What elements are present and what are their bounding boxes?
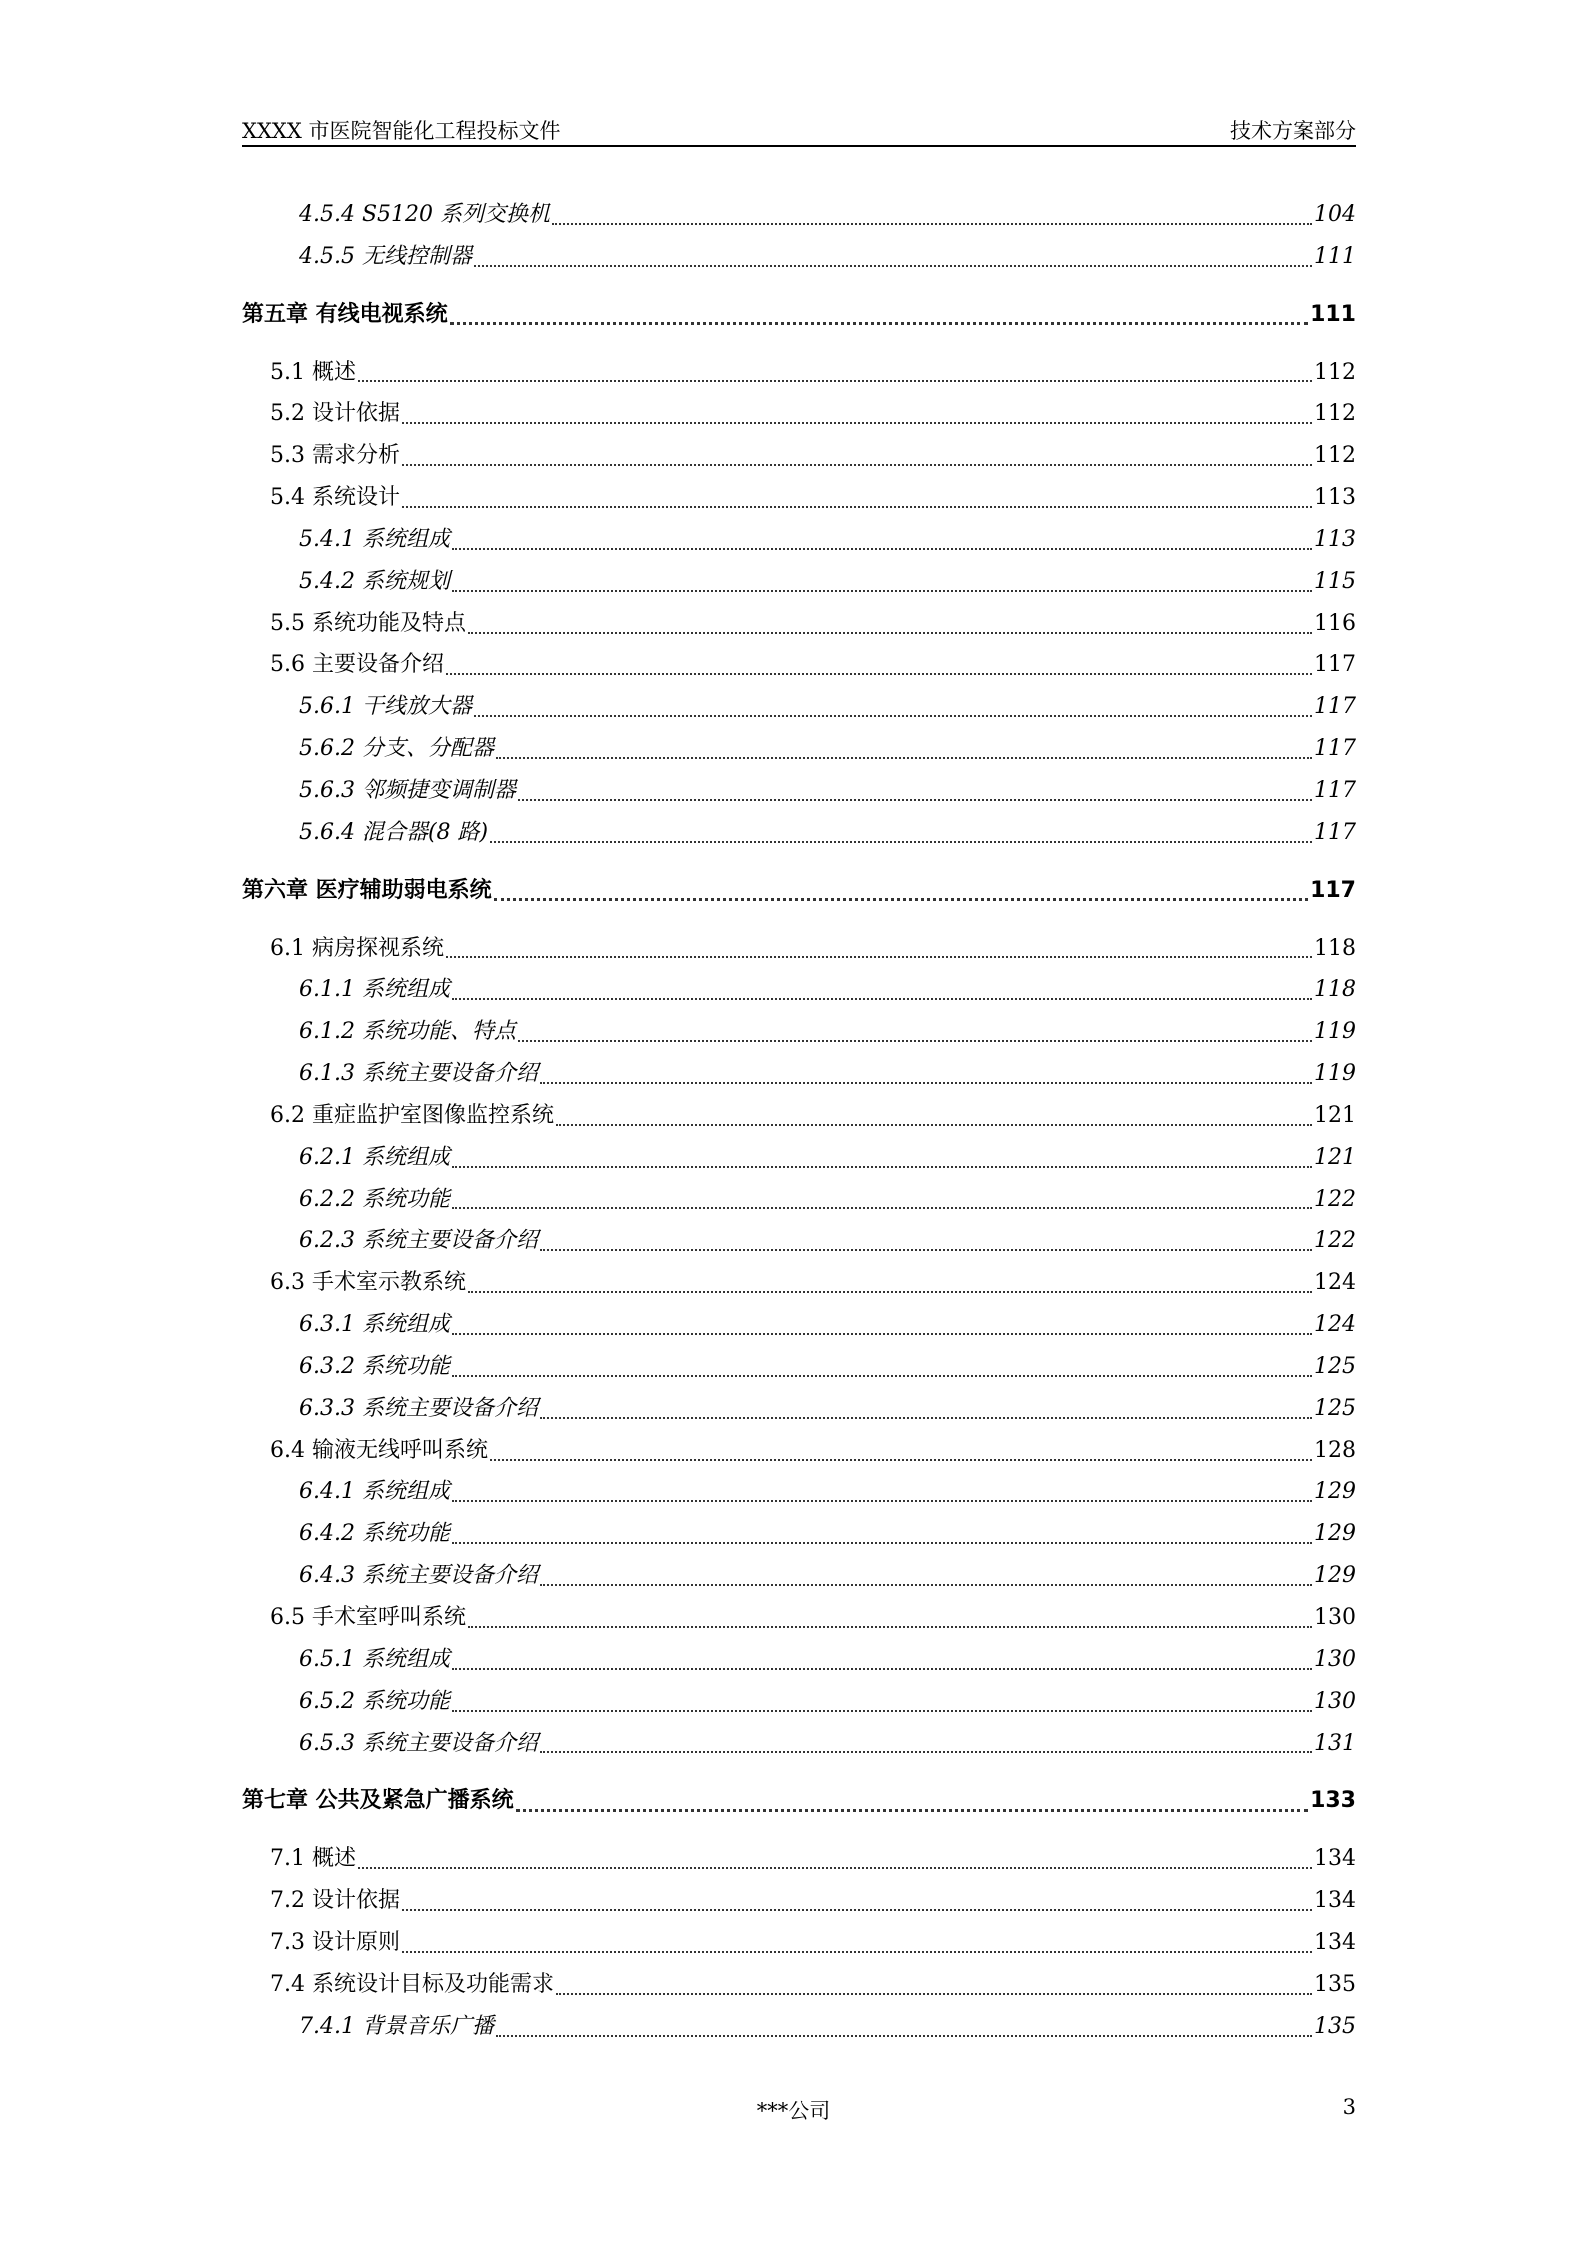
- toc-entry-title: 6.5.1 系统组成: [299, 1646, 450, 1672]
- dot-leader: [452, 1166, 1312, 1168]
- toc-entry[interactable]: [242, 477, 1356, 519]
- toc-entry-page: 130: [1314, 1646, 1356, 1672]
- toc-entry-page: 118: [1314, 977, 1356, 1003]
- toc-entry[interactable]: [242, 1179, 1356, 1221]
- toc-entry[interactable]: [242, 928, 1356, 970]
- dot-leader: [402, 1951, 1312, 1953]
- dot-leader: [474, 715, 1312, 717]
- toc-entry-page: 121: [1314, 1102, 1356, 1128]
- toc-entry-page: 117: [1314, 819, 1356, 845]
- page-header: [242, 112, 1356, 148]
- toc-entry-page: 118: [1314, 935, 1356, 961]
- toc-entry-page: 117: [1314, 736, 1356, 762]
- toc-entry-title: 5.4.2 系统规划: [299, 568, 450, 594]
- dot-leader: [450, 322, 1308, 325]
- dot-leader: [452, 1333, 1312, 1335]
- dot-leader: [556, 1124, 1312, 1126]
- toc-entry-title: 5.2 设计依据: [270, 401, 400, 427]
- toc-entry-page: 111: [1310, 301, 1356, 327]
- dot-leader: [552, 223, 1312, 225]
- toc-entry-page: 129: [1314, 1521, 1356, 1547]
- toc-entry-title: 6.3 手术室示教系统: [270, 1270, 466, 1296]
- dot-leader: [540, 1417, 1312, 1419]
- toc-entry[interactable]: [242, 393, 1356, 435]
- dot-leader: [452, 998, 1312, 1000]
- dot-leader: [452, 1500, 1312, 1502]
- toc-entry-page: 125: [1314, 1353, 1356, 1379]
- dot-leader: [452, 548, 1312, 550]
- dot-leader: [446, 956, 1312, 958]
- toc-entry-page: 117: [1314, 777, 1356, 803]
- toc-entry-title: 6.2 重症监护室图像监控系统: [270, 1102, 554, 1128]
- toc-entry[interactable]: [242, 1597, 1356, 1639]
- toc-entry-page: 119: [1314, 1061, 1356, 1087]
- toc-entry-title: 7.1 概述: [270, 1846, 356, 1872]
- toc-entry-title: 7.4 系统设计目标及功能需求: [270, 1971, 554, 1997]
- dot-leader: [516, 1809, 1308, 1812]
- dot-leader: [490, 841, 1312, 843]
- toc-entry[interactable]: [242, 686, 1356, 728]
- toc-entry-page: 130: [1314, 1688, 1356, 1714]
- toc-entry-title: 6.3.2 系统功能: [299, 1353, 450, 1379]
- toc-entry-title: 5.1 概述: [270, 359, 356, 385]
- dot-leader: [474, 265, 1312, 267]
- toc-entry[interactable]: [242, 870, 1356, 912]
- toc-entry-page: 115: [1314, 568, 1356, 594]
- toc-entry-page: 121: [1314, 1144, 1356, 1170]
- toc-entry-title: 5.4 系统设计: [270, 485, 400, 511]
- toc-entry[interactable]: [242, 1220, 1356, 1262]
- toc-entry-title: 5.6.4 混合器(8 路): [299, 819, 489, 845]
- toc-entry[interactable]: [242, 1964, 1356, 2006]
- toc-entry-page: 122: [1314, 1228, 1356, 1254]
- toc-entry[interactable]: [242, 1304, 1356, 1346]
- toc-entry-title: 6.5 手术室呼叫系统: [270, 1605, 466, 1630]
- dot-leader: [468, 632, 1312, 634]
- dot-leader: [496, 2035, 1312, 2037]
- toc-entry-page: 135: [1314, 1971, 1356, 1997]
- dot-leader: [518, 799, 1312, 801]
- dot-leader: [446, 673, 1312, 675]
- toc-entry[interactable]: [242, 2006, 1356, 2048]
- toc-entry-title: 第六章 医疗辅助弱电系统: [242, 877, 492, 903]
- toc-entry-page: 124: [1314, 1270, 1356, 1296]
- toc-entry-page: 112: [1314, 359, 1356, 385]
- dot-leader: [402, 464, 1312, 466]
- dot-leader: [452, 1710, 1312, 1712]
- toc-entry[interactable]: [242, 1053, 1356, 1095]
- toc-entry-title: 5.5 系统功能及特点: [270, 610, 466, 636]
- toc-entry-page: 104: [1314, 202, 1356, 227]
- toc-entry[interactable]: [242, 1095, 1356, 1137]
- toc-entry-title: 7.3 设计原则: [270, 1929, 400, 1955]
- toc-entry[interactable]: [242, 1137, 1356, 1179]
- toc-entry-title: 5.3 需求分析: [270, 443, 400, 469]
- toc-entry[interactable]: [242, 561, 1356, 603]
- toc-entry-title: 6.2.3 系统主要设备介绍: [299, 1228, 538, 1254]
- page-number: 3: [1342, 2095, 1356, 2119]
- toc-entry-title: 5.4.1 系统组成: [299, 526, 450, 552]
- dot-leader: [402, 506, 1312, 508]
- toc-entry-title: 6.4 输液无线呼叫系统: [270, 1437, 488, 1463]
- toc-entry-title: 6.5.2 系统功能: [299, 1688, 450, 1714]
- toc-entry-page: 128: [1314, 1437, 1356, 1463]
- toc-entry-page: 130: [1314, 1605, 1356, 1630]
- table-of-contents: [242, 194, 1356, 2047]
- toc-entry[interactable]: [242, 1388, 1356, 1430]
- dot-leader: [540, 1249, 1312, 1251]
- toc-entry-title: 6.5.3 系统主要设备介绍: [299, 1730, 538, 1756]
- header-document-title: XXXX 市医院智能化工程投标文件: [242, 119, 561, 143]
- toc-entry-title: 4.5.4 S5120 系列交换机: [299, 202, 551, 227]
- toc-entry[interactable]: [242, 644, 1356, 686]
- toc-entry-page: 113: [1314, 526, 1356, 552]
- toc-entry[interactable]: [242, 969, 1356, 1011]
- toc-entry[interactable]: [242, 1471, 1356, 1513]
- toc-entry-page: 111: [1314, 243, 1356, 269]
- toc-entry[interactable]: [242, 1011, 1356, 1053]
- toc-entry-title: 6.4.1 系统组成: [299, 1479, 450, 1505]
- toc-entry-page: 129: [1314, 1479, 1356, 1505]
- toc-entry-title: 6.4.3 系统主要设备介绍: [299, 1563, 538, 1589]
- toc-entry-page: 117: [1314, 694, 1356, 720]
- toc-entry-title: 6.3.3 系统主要设备介绍: [299, 1395, 538, 1421]
- toc-entry[interactable]: [242, 1922, 1356, 1964]
- dot-leader: [556, 1993, 1312, 1995]
- dot-leader: [540, 1751, 1312, 1753]
- dot-leader: [452, 1375, 1312, 1377]
- toc-entry-page: 117: [1310, 877, 1356, 903]
- toc-entry[interactable]: [242, 194, 1356, 236]
- dot-leader: [518, 1040, 1312, 1042]
- toc-entry-page: 125: [1314, 1395, 1356, 1421]
- toc-entry-title: 第七章 公共及紧急广播系统: [242, 1788, 514, 1814]
- toc-entry[interactable]: [242, 1880, 1356, 1922]
- toc-entry-title: 6.3.1 系统组成: [299, 1312, 450, 1338]
- toc-entry[interactable]: [242, 728, 1356, 770]
- toc-entry[interactable]: [242, 352, 1356, 394]
- dot-leader: [540, 1584, 1312, 1586]
- toc-entry-page: 131: [1314, 1730, 1356, 1756]
- toc-entry-page: 124: [1314, 1312, 1356, 1338]
- toc-entry-title: 5.6.3 邻频捷变调制器: [299, 777, 516, 803]
- dot-leader: [402, 422, 1312, 424]
- dot-leader: [490, 1459, 1312, 1461]
- toc-entry-title: 6.1.1 系统组成: [299, 977, 450, 1003]
- toc-entry-title: 5.6.2 分支、分配器: [299, 736, 494, 762]
- toc-entry[interactable]: [242, 236, 1356, 278]
- dot-leader: [402, 1909, 1312, 1911]
- toc-entry-page: 133: [1310, 1788, 1356, 1814]
- toc-entry[interactable]: [242, 1346, 1356, 1388]
- toc-entry-page: 134: [1314, 1929, 1356, 1955]
- dot-leader: [452, 1542, 1312, 1544]
- toc-entry[interactable]: [242, 1262, 1356, 1304]
- toc-entry[interactable]: [242, 603, 1356, 645]
- toc-entry-page: 117: [1314, 652, 1356, 678]
- dot-leader: [358, 380, 1312, 382]
- toc-entry-page: 134: [1314, 1846, 1356, 1872]
- toc-entry[interactable]: [242, 1430, 1356, 1472]
- toc-entry[interactable]: [242, 519, 1356, 561]
- toc-entry-page: 119: [1314, 1019, 1356, 1045]
- dot-leader: [496, 757, 1312, 759]
- toc-entry-page: 112: [1314, 401, 1356, 427]
- toc-entry[interactable]: [242, 1780, 1356, 1822]
- footer-company: ***公司: [756, 2099, 831, 2123]
- toc-entry-title: 第五章 有线电视系统: [242, 301, 448, 327]
- toc-entry-title: 7.4.1 背景音乐广播: [299, 2013, 494, 2039]
- dot-leader: [452, 590, 1312, 592]
- toc-entry-page: 112: [1314, 443, 1356, 469]
- toc-entry-page: 122: [1314, 1186, 1356, 1212]
- toc-entry[interactable]: [242, 1838, 1356, 1880]
- toc-entry[interactable]: [242, 1555, 1356, 1597]
- toc-entry[interactable]: [242, 294, 1356, 336]
- dot-leader: [452, 1207, 1312, 1209]
- toc-entry[interactable]: [242, 435, 1356, 477]
- toc-entry-page: 135: [1314, 2013, 1356, 2039]
- toc-entry-title: 6.4.2 系统功能: [299, 1521, 450, 1547]
- toc-entry-title: 6.1.2 系统功能、特点: [299, 1019, 516, 1045]
- toc-entry[interactable]: [242, 1639, 1356, 1681]
- toc-entry-page: 116: [1314, 610, 1356, 636]
- toc-entry[interactable]: [242, 770, 1356, 812]
- toc-entry[interactable]: [242, 1723, 1356, 1765]
- toc-entry-title: 4.5.5 无线控制器: [299, 243, 472, 269]
- toc-entry-page: 129: [1314, 1563, 1356, 1589]
- dot-leader: [468, 1626, 1312, 1628]
- toc-entry-title: 6.2.1 系统组成: [299, 1144, 450, 1170]
- toc-entry-page: 134: [1314, 1888, 1356, 1914]
- dot-leader: [468, 1291, 1312, 1293]
- dot-leader: [358, 1867, 1312, 1869]
- toc-entry-title: 6.2.2 系统功能: [299, 1186, 450, 1212]
- toc-entry[interactable]: [242, 1513, 1356, 1555]
- toc-entry-page: 113: [1314, 485, 1356, 511]
- toc-entry[interactable]: [242, 812, 1356, 854]
- dot-leader: [452, 1668, 1312, 1670]
- dot-leader: [540, 1082, 1312, 1084]
- dot-leader: [494, 898, 1308, 901]
- toc-entry-title: 6.1 病房探视系统: [270, 935, 444, 961]
- toc-entry-title: 5.6.1 干线放大器: [299, 694, 472, 720]
- toc-entry[interactable]: [242, 1681, 1356, 1723]
- toc-entry-title: 5.6 主要设备介绍: [270, 652, 444, 678]
- header-section-name: 技术方案部分: [1230, 119, 1356, 143]
- toc-entry-title: 7.2 设计依据: [270, 1888, 400, 1914]
- header-rule: [242, 145, 1356, 147]
- toc-entry-title: 6.1.3 系统主要设备介绍: [299, 1061, 538, 1087]
